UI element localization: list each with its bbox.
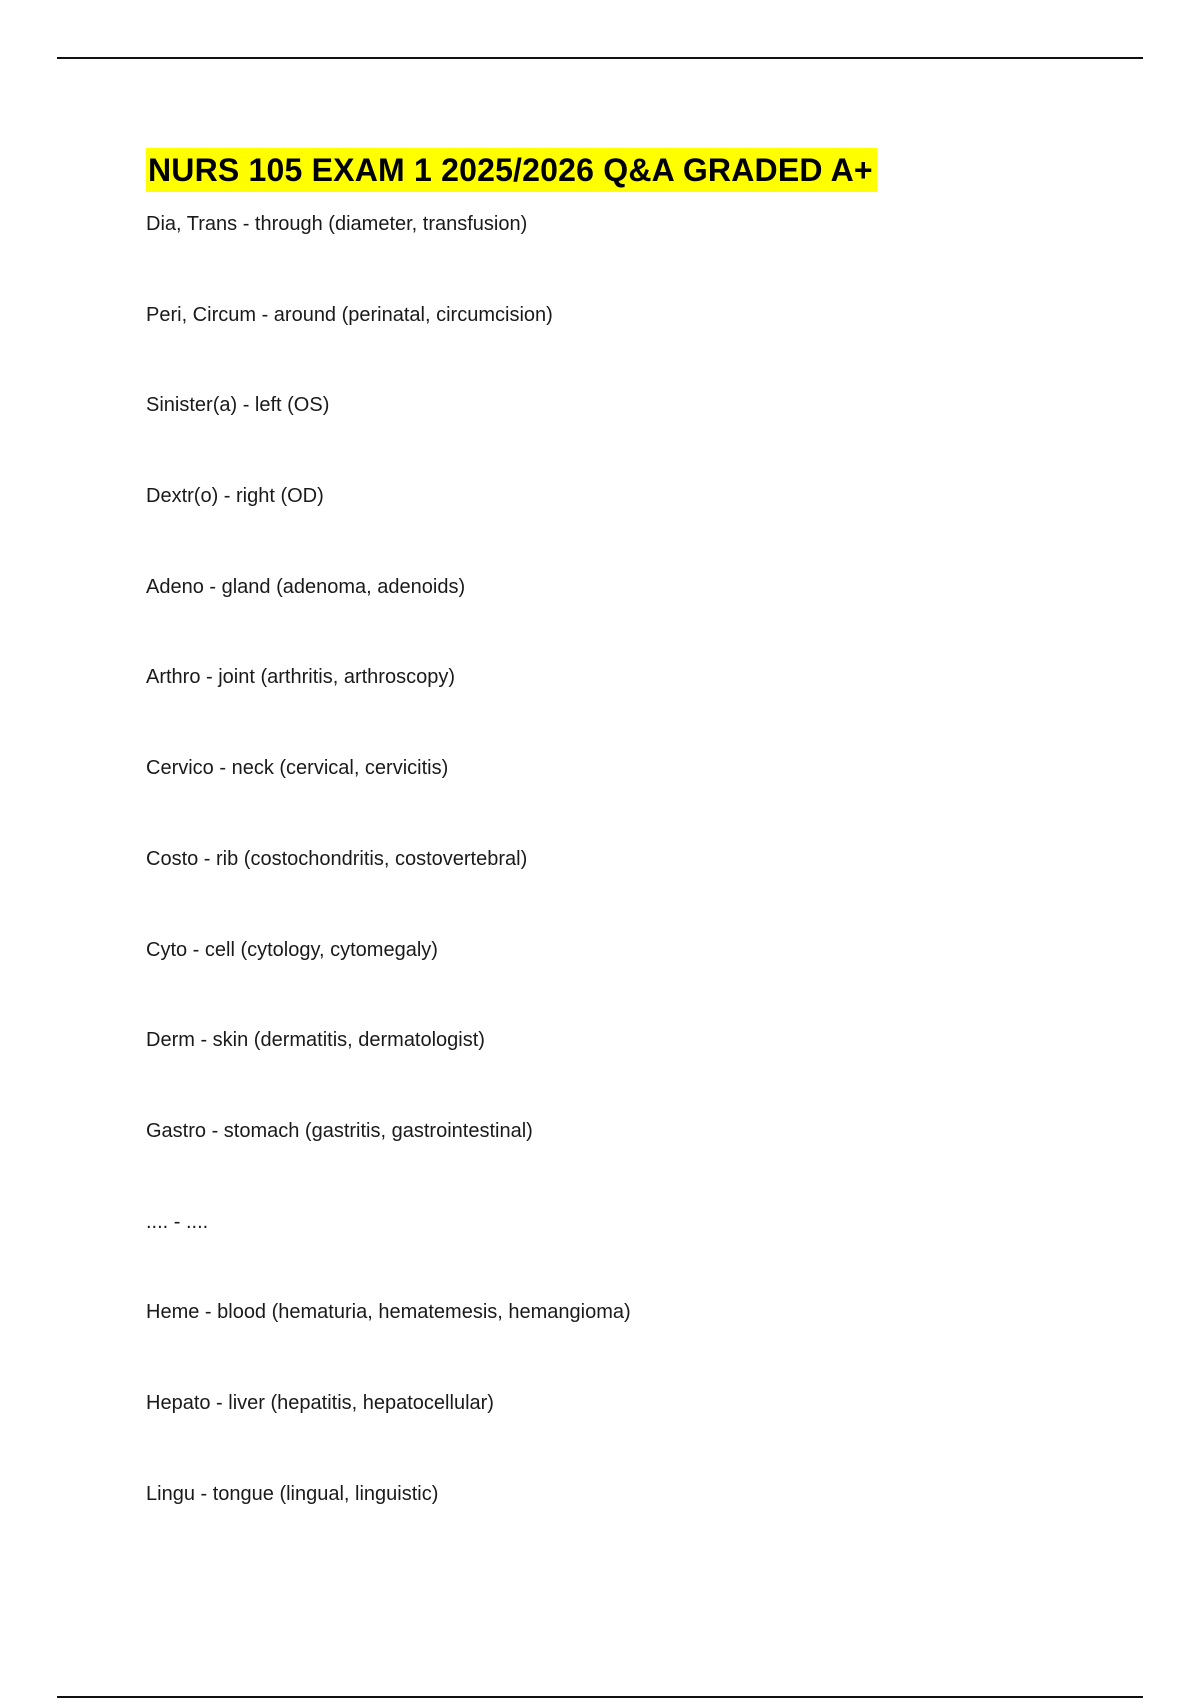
term-entry: Dextr(o) - right (OD) (146, 485, 324, 508)
term-entry: Adeno - gland (adenoma, adenoids) (146, 575, 466, 598)
term-entry: Gastro - stomach (gastritis, gastrointestinal) (146, 1119, 533, 1142)
header-rule (57, 57, 1143, 59)
document-title: NURS 105 EXAM 1 2025/2026 Q&A GRADED A+ (148, 152, 873, 188)
title-highlight (146, 148, 877, 192)
term-entry: Cyto - cell (cytology, cytomegaly) (146, 938, 438, 961)
term-entry: Cervico - neck (cervical, cervicitis) (146, 757, 449, 780)
term-entry: Arthro - joint (arthritis, arthroscopy) (146, 666, 455, 689)
term-entry: Heme - blood (hematuria, hematemesis, hemangioma) (146, 1301, 631, 1324)
term-entry: Sinister(a) - left (OS) (146, 394, 330, 417)
term-entry: Peri, Circum - around (perinatal, circumcision) (146, 303, 553, 326)
term-entry: Lingu - tongue (lingual, linguistic) (146, 1482, 439, 1505)
term-entry: Dia, Trans - through (diameter, transfusion) (146, 213, 528, 235)
term-entry: Derm - skin (dermatitis, dermatologist) (146, 1029, 485, 1052)
term-entry: Hepato - liver (hepatitis, hepatocellular) (146, 1391, 494, 1414)
term-entry: Costo - rib (costochondritis, costovertebral) (146, 847, 528, 870)
footer-rule (57, 1696, 1143, 1698)
term-list (146, 209, 1126, 1569)
term-entry: .... - .... (146, 1210, 209, 1233)
